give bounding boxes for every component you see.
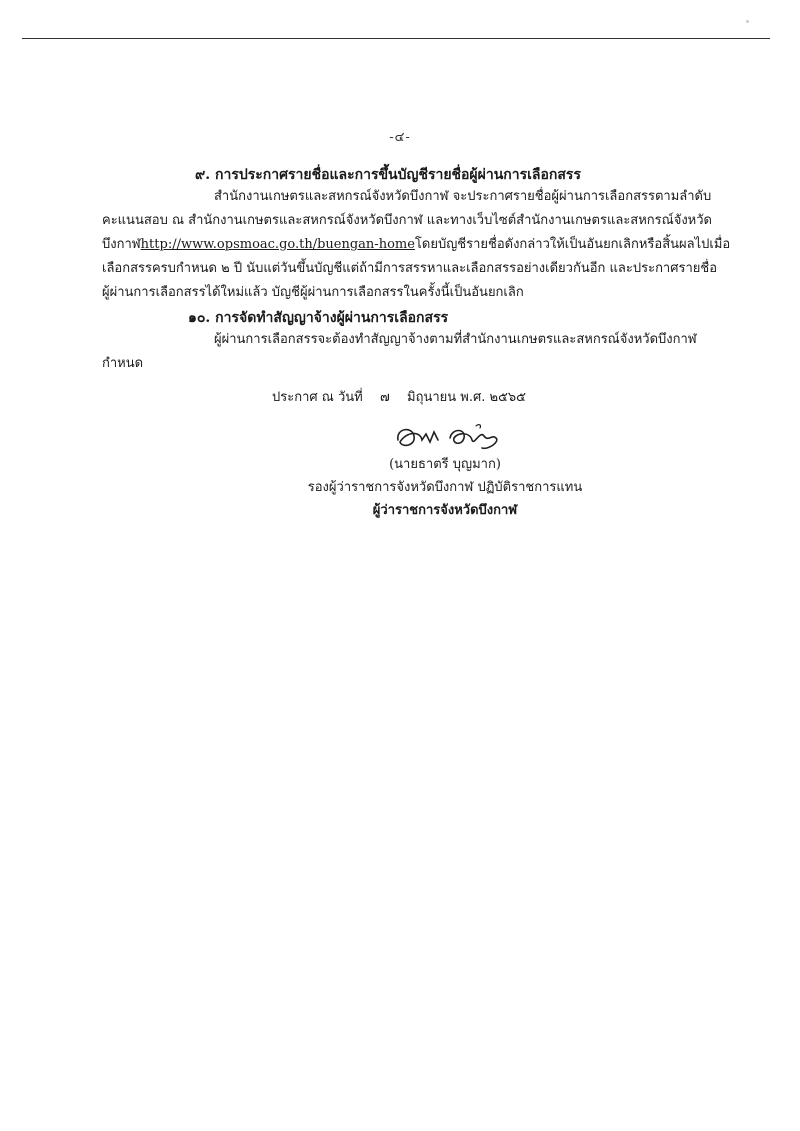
- section-10-line-2: กำหนด: [102, 356, 144, 371]
- section-9-line-5: ผู้ผ่านการเลือกสรรได้ใหม่แล้ว บัญชีผู้ผ่านการเลือกสรรในครั้งนี้เป็นอันยกเลิก: [102, 285, 524, 300]
- page-number: -๔-: [389, 130, 411, 145]
- announcement-label: ประกาศ ณ วันที่: [272, 390, 363, 405]
- section-9-line-3: [102, 236, 731, 254]
- signatory-position: รองผู้ว่าราชการจังหวัดบึงกาฬ ปฏิบัติราชการแทน: [307, 480, 583, 495]
- section-9-heading: ๙. การประกาศรายชื่อและการขึ้นบัญชีรายชื่อผู้ผ่านการเลือกสรร: [195, 167, 581, 183]
- website-link[interactable]: http://www.opsmoac.go.th/buengan-home: [140, 237, 415, 252]
- announcement-date: [272, 386, 526, 407]
- section-9-line-2: คะแนนสอบ ณ สำนักงานเกษตรและสหกรณ์จังหวัดบึงกาฬ และทางเว็บไซต์สำนักงานเกษตรและสหกรณ์จังหวัด: [102, 213, 712, 228]
- section-9-line-3-suffix: โดยบัญชีรายชื่อดังกล่าวให้เป็นอันยกเลิกหรือสิ้นผลไปเมื่อ: [414, 237, 731, 252]
- section-10-line-1: ผู้ผ่านการเลือกสรรจะต้องทำสัญญาจ้างตามที่สำนักงานเกษตรและสหกรณ์จังหวัดบึงกาฬ: [214, 332, 697, 347]
- signatory-name: (นายธาตรี บุญมาก): [389, 457, 501, 472]
- scan-mark: [746, 20, 749, 23]
- signature-image: [392, 420, 512, 454]
- top-rule: [22, 38, 770, 39]
- section-9-line-1: สำนักงานเกษตรและสหกรณ์จังหวัดบึงกาฬ จะประกาศรายชื่อผู้ผ่านการเลือกสรรตามลำดับ: [214, 189, 712, 204]
- section-9-line-4: เลือกสรรครบกำหนด ๒ ปี นับแต่วันขึ้นบัญชีแต่ถ้ามีการสรรหาและเลือกสรรอย่างเดียวกันอีก และประกาศรายชื่อ: [102, 261, 718, 276]
- announcement-day: ๗: [379, 390, 390, 405]
- section-10-heading: ๑๐. การจัดทำสัญญาจ้างผู้ผ่านการเลือกสรร: [188, 310, 449, 326]
- section-9-line-3-prefix: บึงกาฬ: [102, 237, 141, 252]
- signatory-title: ผู้ว่าราชการจังหวัดบึงกาฬ: [372, 503, 518, 518]
- announcement-month-year: มิถุนายน พ.ศ. ๒๕๖๕: [407, 390, 526, 405]
